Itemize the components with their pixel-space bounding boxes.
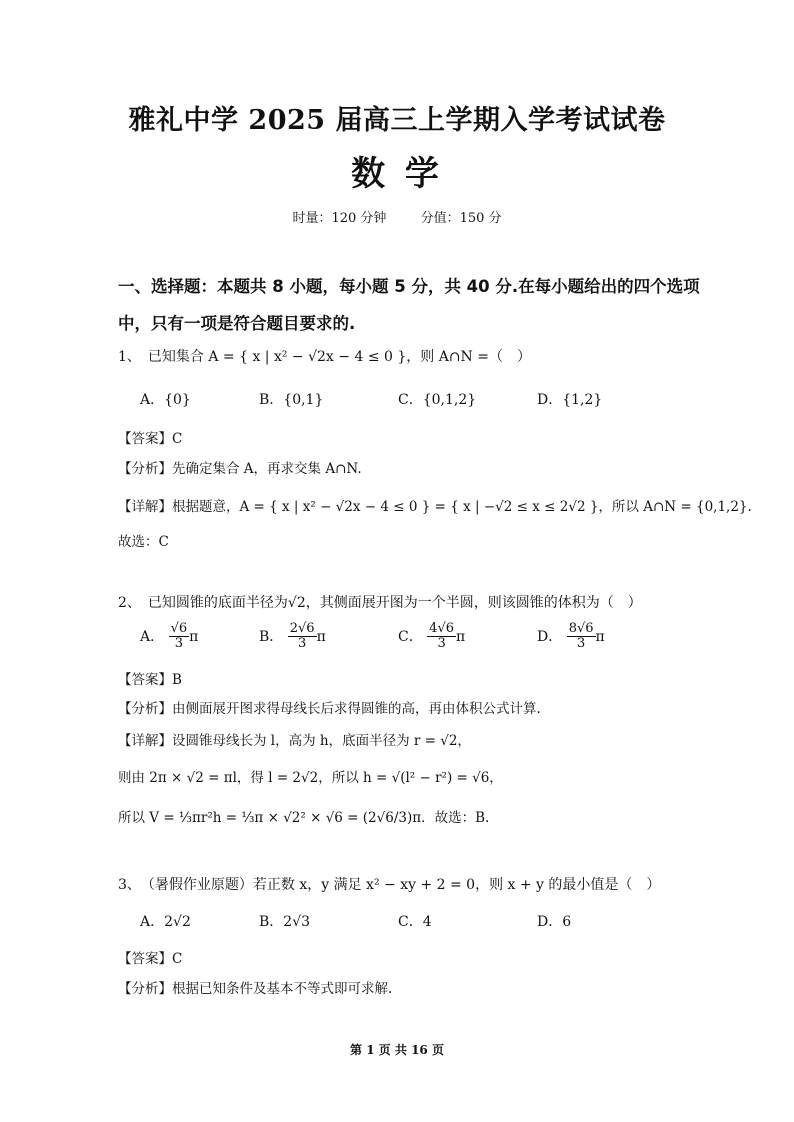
q2-option-d-label: D．	[537, 628, 563, 645]
q1-option-d: D．{1,2}	[537, 392, 603, 408]
q2-option-c-numerator: 4√6	[429, 621, 454, 636]
q3-option-c: C．4	[398, 914, 432, 930]
q1-detail: 【详解】根据题意，A = { x | x² − √2x − 4 ≤ 0 } = { x | −√2 ≤ x ≤ 2√2 }，所以 A∩N = {0,1,2}.	[118, 499, 752, 515]
q2-option-c-denominator: 3	[437, 636, 446, 652]
exam-title: 雅礼中学 2025 届高三上学期入学考试试卷	[128, 105, 666, 136]
q2-option-a	[140, 622, 198, 652]
q3-stem: 3、 （暑假作业原题）若正数 x，y 满足 x² − xy + 2 = 0，则 x + y 的最小值是（ ）	[118, 877, 661, 893]
time-limit: 时量：120 分钟	[292, 211, 387, 226]
q2-option-d-fraction	[567, 622, 596, 652]
q2-option-c	[398, 622, 465, 652]
section-heading-line1: 一、选择题：本题共 8 小题，每小题 5 分，共 40 分.在每小题给出的四个选项	[118, 277, 700, 296]
q2-option-d-denominator: 3	[576, 636, 586, 652]
q2-detail-line2: 则由 2π × √2 = πl，得 l = 2√2，所以 h = √(l² − r²) = √6，	[118, 770, 503, 786]
page-footer: 第 1 页 共 16 页	[350, 1043, 444, 1057]
q2-answer: 【答案】B	[118, 672, 182, 688]
q2-option-b-numerator: 2√6	[289, 621, 315, 636]
q1-stem: 1、 已知集合 A = { x | x² − √2x − 4 ≤ 0 }，则 A∩N =（ ）	[118, 349, 531, 365]
q2-detail-line3: 所以 V = ⅓πr²h = ⅓π × √2² × √6 = (2√6/3)π．故选：B.	[118, 810, 490, 826]
total-score: 分值：150 分	[420, 211, 502, 226]
q1-conclusion: 故选：C	[118, 534, 169, 550]
q2-option-b-denominator: 3	[298, 636, 307, 652]
q2-option-a-label: A．	[140, 628, 165, 645]
q2-option-d	[537, 622, 605, 652]
q3-option-b: B．2√3	[259, 914, 311, 930]
q1-analysis: 【分析】先确定集合 A，再求交集 A∩N.	[118, 461, 362, 477]
q2-option-c-label: C．	[398, 628, 423, 645]
q1-option-c: C．{0,1,2}	[398, 392, 477, 408]
q1-option-a: A．{0}	[140, 392, 191, 408]
q3-answer: 【答案】C	[118, 951, 183, 967]
q2-option-d-pi: π	[595, 628, 605, 645]
q2-analysis: 【分析】由侧面展开图求得母线长后求得圆锥的高，再由体积公式计算.	[118, 701, 541, 717]
q3-analysis: 【分析】根据已知条件及基本不等式即可求解.	[118, 981, 393, 997]
q1-answer: 【答案】C	[118, 431, 183, 447]
q2-option-b	[259, 622, 326, 652]
q2-option-a-pi: π	[189, 628, 199, 645]
subject-title: 数 学	[351, 154, 443, 194]
q2-detail-line1: 【详解】设圆锥母线长为 l，高为 h，底面半径为 r = √2，	[118, 733, 471, 749]
section-heading-line2: 中，只有一项是符合题目要求的.	[118, 314, 356, 333]
q2-option-c-pi: π	[456, 628, 466, 645]
q2-option-b-label: B．	[259, 628, 284, 645]
q1-option-b: B．{0,1}	[259, 392, 324, 408]
exam-meta	[0, 207, 794, 226]
q2-option-b-fraction	[288, 622, 317, 652]
q2-option-a-fraction	[169, 622, 190, 652]
q2-stem: 2、 已知圆锥的底面半径为√2，其侧面展开图为一个半圆，则该圆锥的体积为（ ）	[118, 595, 642, 611]
q3-option-a: A．2√2	[140, 914, 191, 930]
q2-option-a-denominator: 3	[174, 636, 183, 652]
q2-option-c-fraction	[427, 622, 456, 652]
q2-option-a-numerator: √6	[170, 621, 188, 636]
q3-option-d: D．6	[537, 914, 572, 930]
q2-option-d-numerator: 8√6	[568, 621, 594, 636]
q2-option-b-pi: π	[316, 628, 326, 645]
